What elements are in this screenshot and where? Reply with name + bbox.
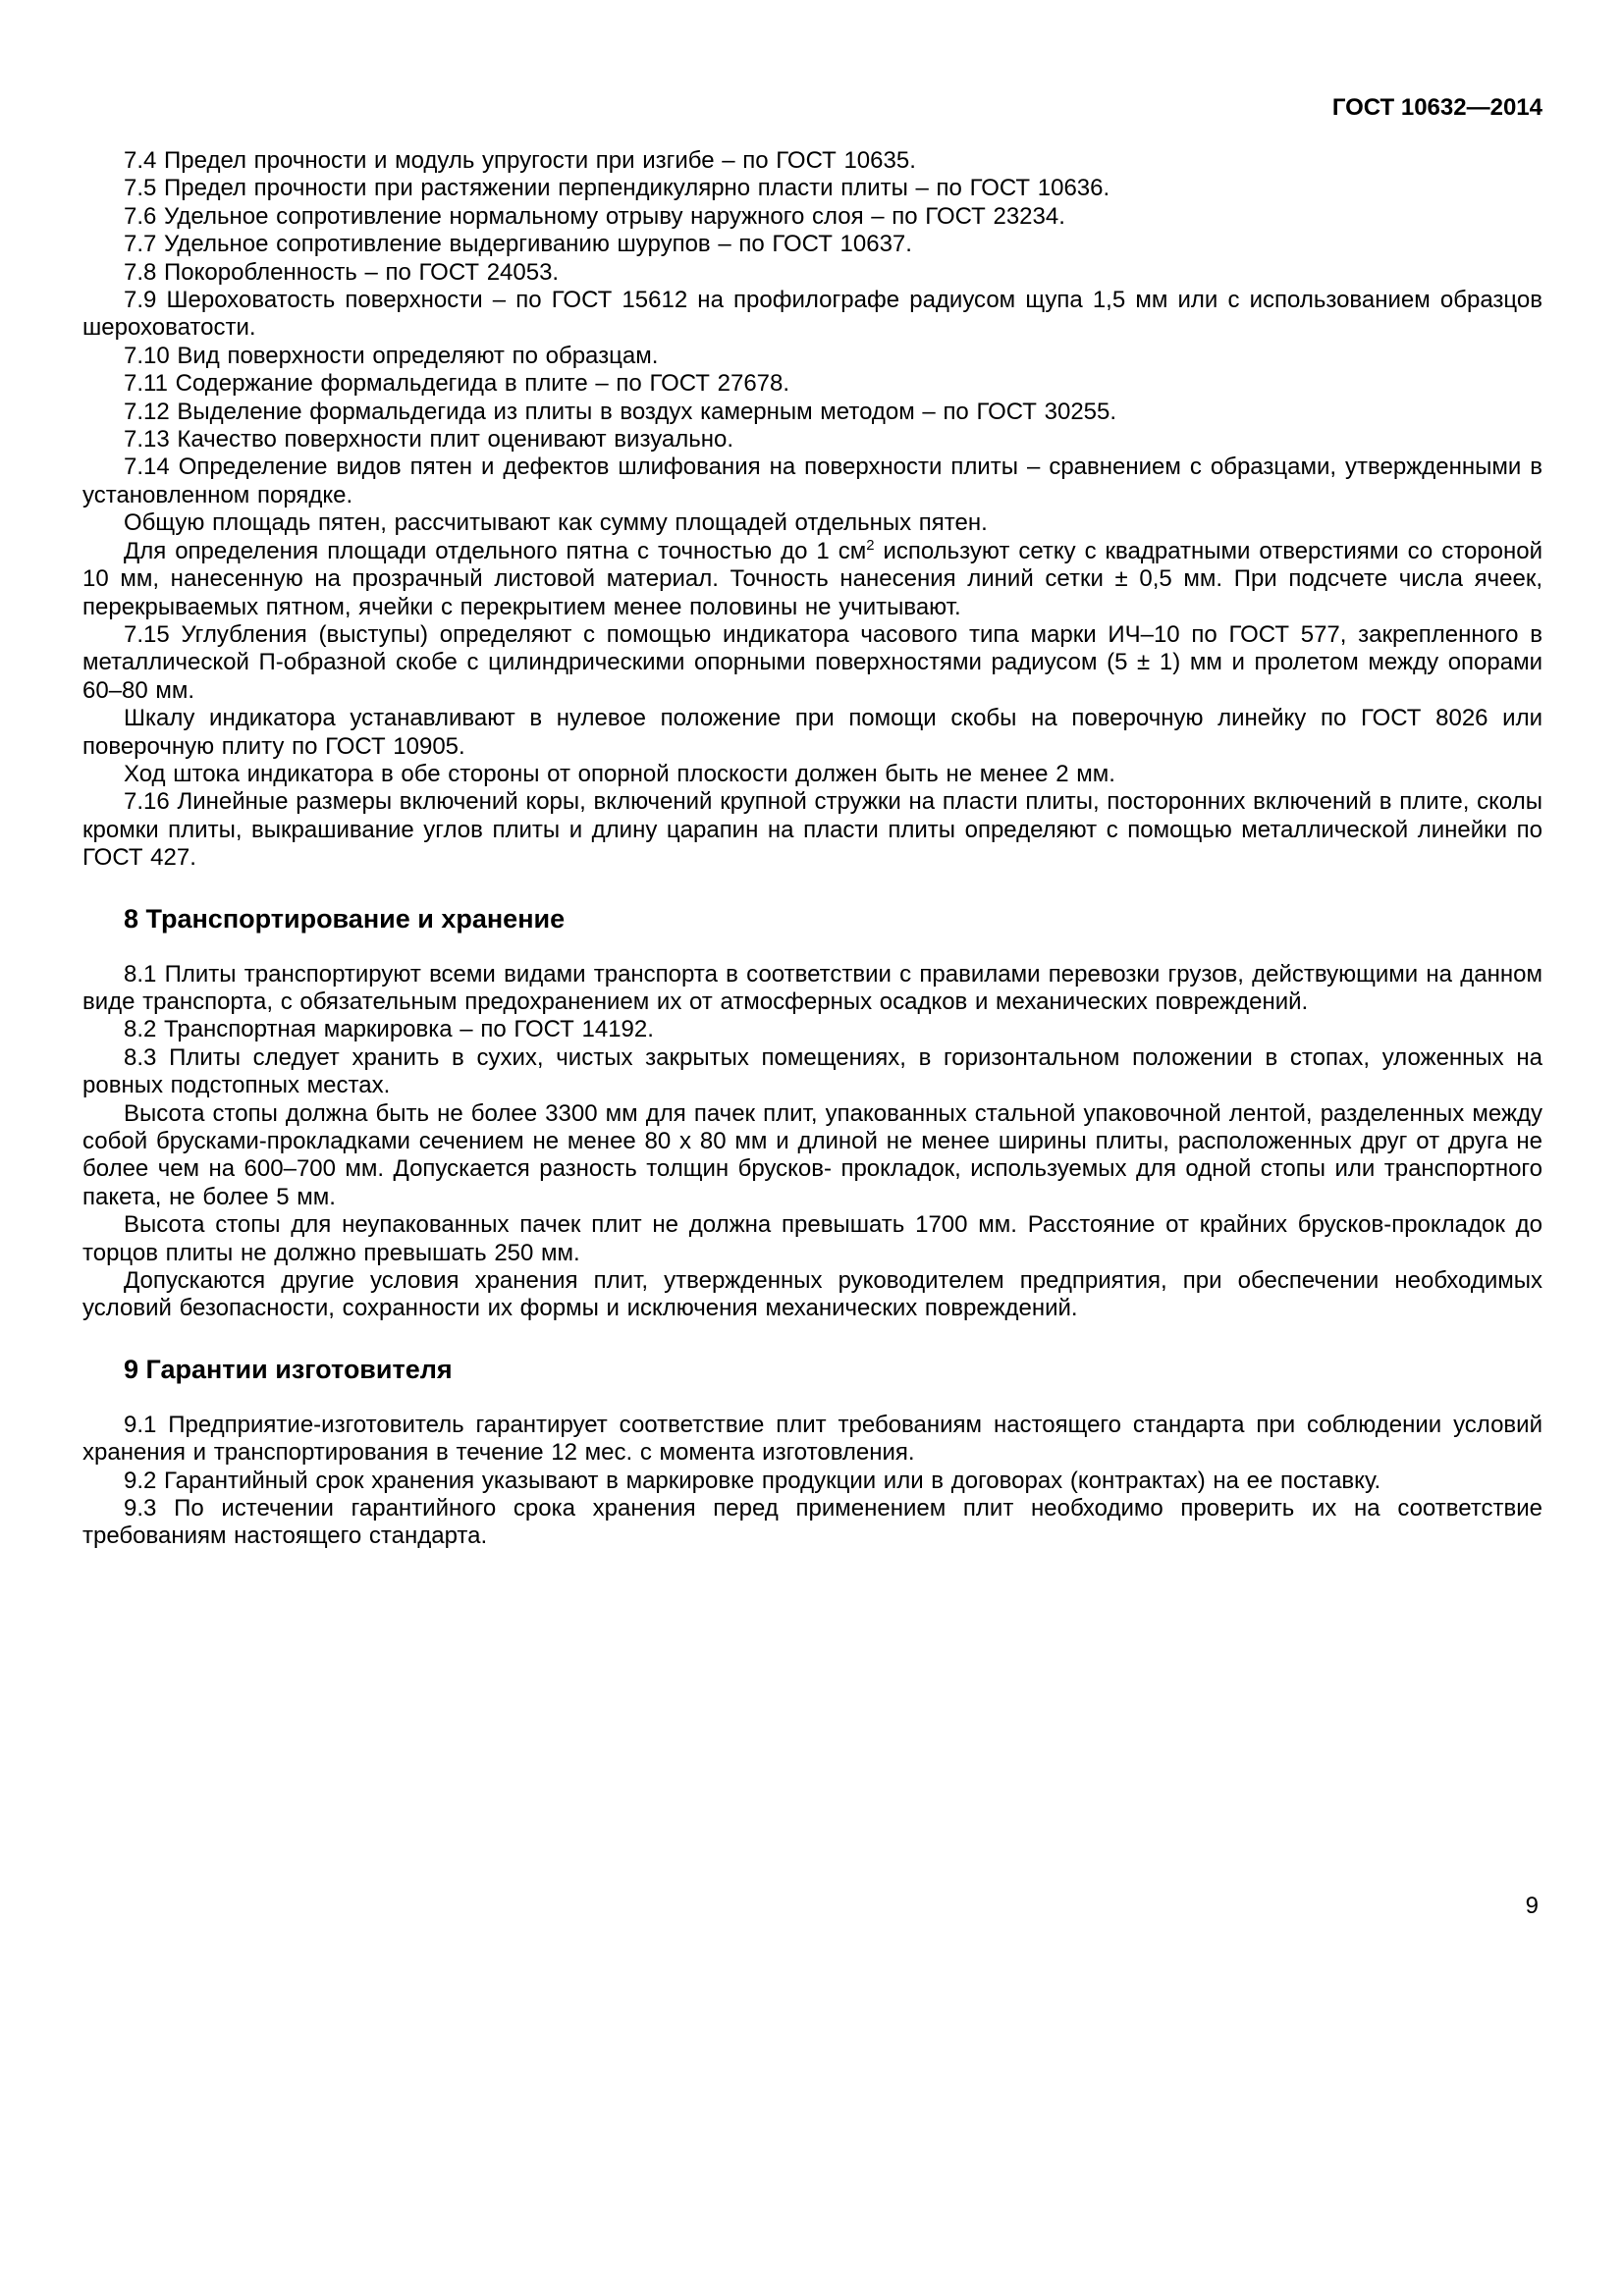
paragraph: Общую площадь пятен, рассчитывают как сумму площадей отдельных пятен. [124,509,988,537]
paragraph: 7.9 Шероховатость поверхности – по ГОСТ 15612 на профилографе радиусом щупа 1,5 мм или с использованием образцов шероховатости. [82,287,1542,342]
paragraph: 7.11 Содержание формальдегида в плите – по ГОСТ 27678. [124,370,790,398]
paragraph: Ход штока индикатора в обе стороны от опорной плоскости должен быть не менее 2 мм. [124,760,1115,787]
paragraph: Шкалу индикатора устанавливают в нулевое положение при помощи скобы на поверочную линейку по ГОСТ 8026 или поверочную плиту по ГОСТ 10905. [82,705,1542,760]
paragraph: 7.15 Углубления (выступы) определяют с помощью индикатора часового типа марки ИЧ–10 по ГОСТ 577, закрепленного в металлической П-образной скобе с цилиндрическими опорными поверхностями радиусом (5 ± 1) мм и пролетом между опорами 60–80 мм. [82,620,1542,704]
document-code-header: ГОСТ 10632—2014 [1331,94,1542,121]
paragraph: 7.5 Предел прочности при растяжении перпендикулярно пласти плиты – по ГОСТ 10636. [124,175,1110,202]
page-number: 9 [1525,1893,1539,1919]
paragraph: 7.10 Вид поверхности определяют по образцам. [124,342,659,369]
paragraph: 7.4 Предел прочности и модуль упругости при изгибе – по ГОСТ 10635. [124,147,916,174]
paragraph: Высота стопы для неупакованных пачек плит не должна превышать 1700 мм. Расстояние от крайних брусков-прокладок до торцов плиты не должно превышать 250 мм. [82,1211,1542,1266]
page-content [82,94,1542,1551]
paragraph: 8.3 Плиты следует хранить в сухих, чистых закрытых помещениях, в горизонтальном положении в стопах, уложенных на ровных подстопных местах. [82,1043,1542,1099]
paragraph: 9.1 Предприятие-изготовитель гарантирует соответствие плит требованиям настоящего стандарта при соблюдении условий хранения и транспортирования в течение 12 мес. с момента изготовления. [82,1411,1542,1467]
paragraph: 9.3 По истечении гарантийного срока хранения перед применением плит необходимо проверить их на соответствие требованиям настоящего стандарта. [82,1495,1542,1550]
section-9-heading: 9 Гарантии изготовителя [124,1354,453,1384]
paragraph: 8.2 Транспортная маркировка – по ГОСТ 14192. [124,1016,654,1043]
section-8-heading: 8 Транспортирование и хранение [124,903,566,934]
paragraph: 7.16 Линейные размеры включений коры, включений крупной стружки на пласти плиты, посторонних включений в плите, сколы кромки плиты, выкрашивание углов плиты и длину царапин на пласти плиты определяют с помощью металлической линейки по ГОСТ 427. [82,788,1542,872]
paragraph: 7.13 Качество поверхности плит оценивают визуально. [124,426,734,454]
paragraph: 7.14 Определение видов пятен и дефектов шлифования на поверхности плиты – сравнением с образцами, утвержденными в установленном порядке. [82,454,1542,508]
paragraph: Допускаются другие условия хранения плит, утвержденных руководителем предприятия, при обеспечении необходимых условий безопасности, сохранности их формы и исключения механических повреждений. [82,1267,1542,1322]
paragraph: 8.1 Плиты транспортируют всеми видами транспорта в соответствии с правилами перевозки грузов, действующими на данном виде транспорта, с обязательным предохранением их от атмосферных осадков и механических повреждений. [82,960,1542,1015]
superscript-2: 2 [866,537,875,554]
paragraph: Высота стопы должна быть не более 3300 мм для пачек плит, упакованных стальной упаковочной лентой, разделенных между собой брусками-прокладками сечением не менее 80 x 80 мм и длиной не менее ширины плиты, расположенных друг от друга не более чем на 600–700 мм. Допускается разность толщин брусков- прокладок, используемых для одной стопы или транспортного пакета, не более 5 мм. [82,1099,1542,1210]
paragraph: 7.8 Покоробленность – по ГОСТ 24053. [124,258,560,286]
paragraph [82,538,1542,621]
paragraph-text: используют сетку с квадратными отверстиями со стороной 10 мм, нанесенную на прозрачный листовой материал. Точность нанесения линий сетки ± 0,5 мм. При подсчете числа ячеек, перекрываемых пятном, ячейки с перекрытием менее половины не учитывают. [82,537,1542,620]
paragraph: 7.6 Удельное сопротивление нормальному отрыву наружного слоя – по ГОСТ 23234. [124,202,1065,230]
paragraph: 9.2 Гарантийный срок хранения указывают в маркировке продукции или в договорах (контрактах) на ее поставку. [124,1467,1381,1494]
paragraph-text: Для определения площади отдельного пятна с точностью до 1 см [124,537,867,564]
paragraph: 7.12 Выделение формальдегида из плиты в воздух камерным методом – по ГОСТ 30255. [124,398,1117,425]
paragraph: 7.7 Удельное сопротивление выдергиванию шурупов – по ГОСТ 10637. [124,231,912,258]
